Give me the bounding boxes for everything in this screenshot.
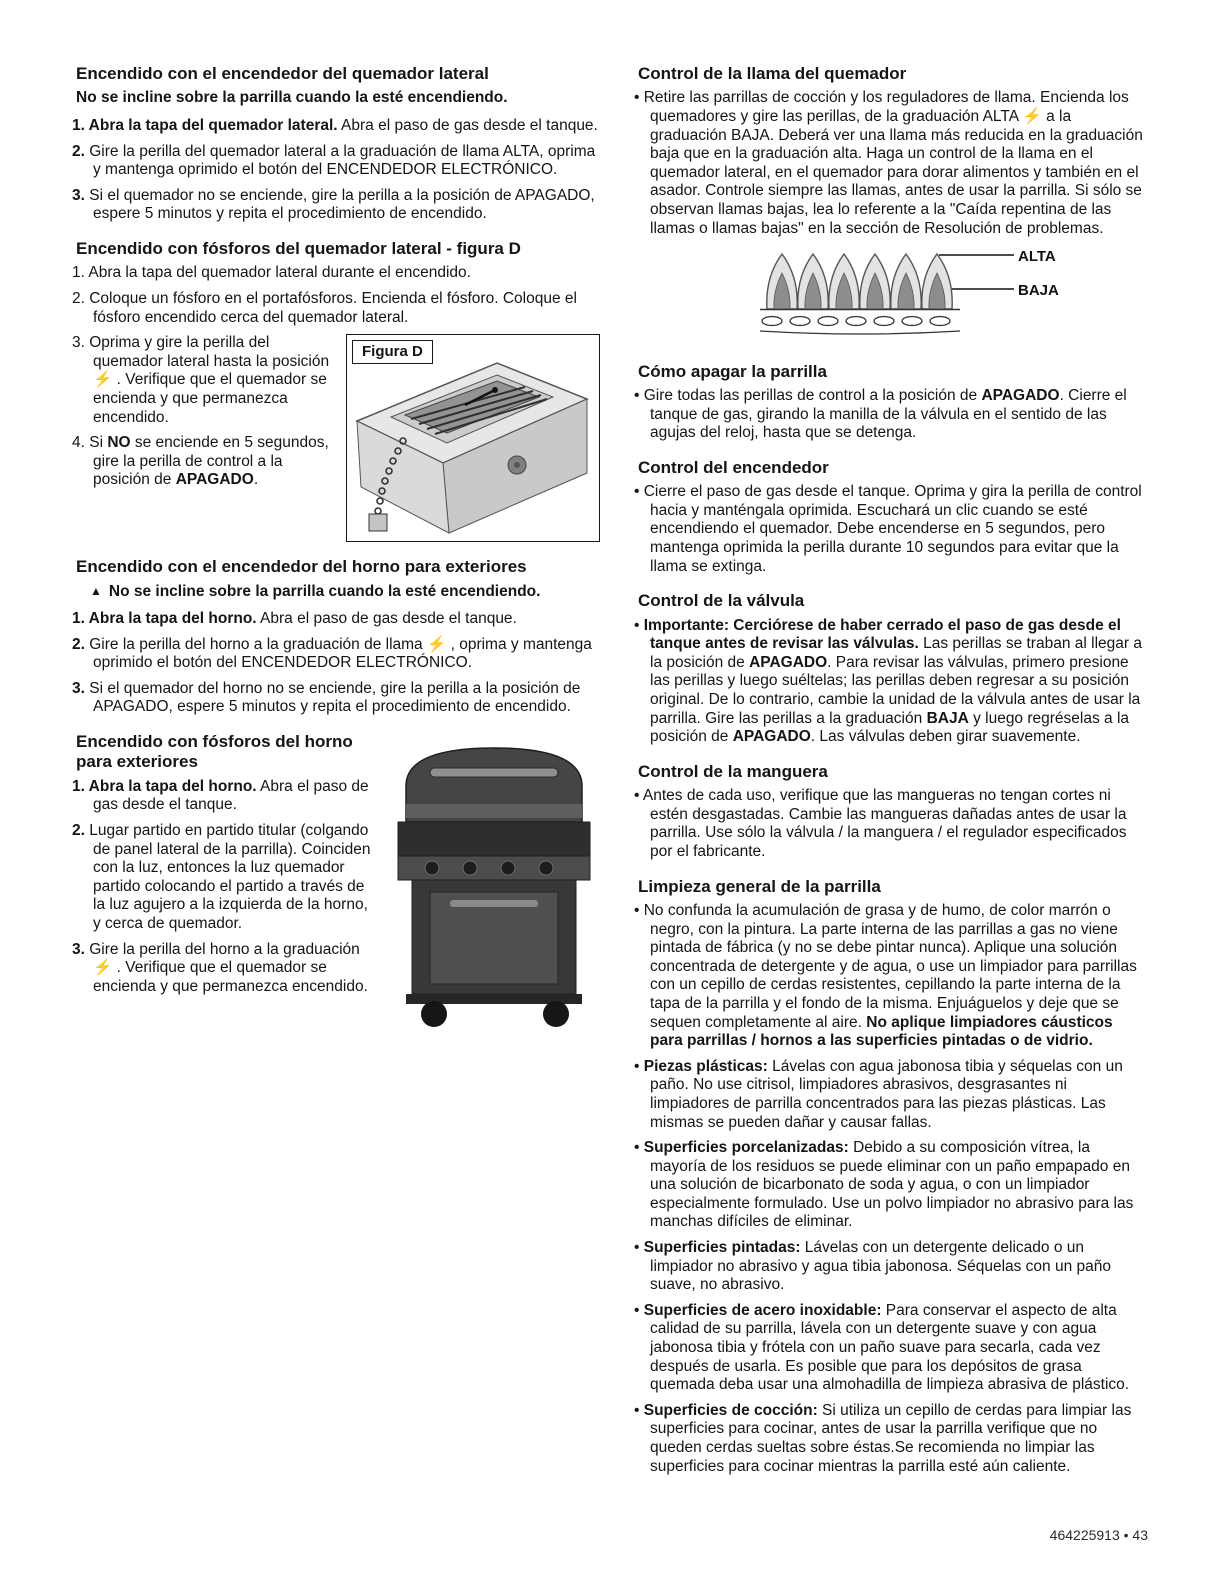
list-item: 1. Abra la tapa del horno. Abra el paso de gas desde el tanque. (72, 610, 517, 628)
section-heading: Encendido con el encendedor del horno para exteriores (76, 557, 527, 577)
figure-d (346, 334, 600, 542)
section-igniter-check (634, 458, 1148, 576)
bullet-paragraph: • Superficies de acero inoxidable: Para conservar el aspecto de alta calidad de su parrilla, lávela con un detergente suave y con agua jabonosa tibia y frótela con un paño suave para secarla, cada vez después de usarla. Es posible que para los depósitos de grasa quemada deba usar una almohadilla de limpieza abrasiva de plástico. (634, 1301, 1130, 1394)
section-side-burner-match-lighting (72, 239, 600, 542)
section-heading: Encendido con el encendedor del quemador lateral (76, 64, 489, 83)
left-column (72, 64, 600, 1491)
bullet-paragraph: • Piezas plásticas: Lávelas con agua jabonosa tibia y séquelas con un paño. No use citrisol, limpiadores abrasivos, desgrasantes ni limpiadores de parrilla concentrados para las piezas plásticas. Las mismas se pueden dañar y causar fallas. (634, 1057, 1123, 1131)
flame-levels-figure (752, 245, 1088, 347)
content-columns (72, 64, 1148, 1491)
list-item: 3. Oprima y gire la perilla del quemador lateral hasta la posición ⚡ . Verifique que el quemador se encienda y que permanezca encendido. (72, 334, 330, 426)
section-heading: Cómo apagar la parrilla (638, 361, 827, 381)
list-item: 1. Abra la tapa del horno. Abra el paso de gas desde el tanque. (72, 777, 369, 814)
figure-d-row (72, 334, 600, 542)
list-item: 3. Si el quemador del horno no se enciende, gire la perilla a la posición de APAGADO, espere 5 minutos y repita el procedimiento de encendido. (72, 679, 581, 716)
section-heading: Control de la llama del quemador (638, 64, 907, 83)
flame-low-label: BAJA (1018, 282, 1059, 300)
section-general-cleaning (634, 877, 1148, 1477)
bullet-paragraph: • Importante: Cerciórese de haber cerrado el paso de gas desde el tanque antes de revisar las válvulas. Las perillas se traban al llegar a la posición de APAGADO. Para revisar las válvulas, primero presione las perillas y luego suéltelas; las perillas deben regresar a su posición original. De lo contrario, cambie la unidad de la válvula antes de usar la parrilla. Gire las perillas a la graduación BAJA y luego regréselas a la posición de APAGADO. Las válvulas deben girar suavemente. (634, 616, 1142, 746)
list-item: 2. Gire la perilla del horno a la graduación de llama ⚡ , oprima y mantenga oprimido el botón del ENCENDEDOR ELECTRÓNICO. (72, 635, 592, 672)
warning-text: No se incline sobre la parrilla cuando la esté encendiendo. (76, 89, 508, 107)
section-heading: Encendido con fósforos del horno para exteriores (76, 732, 353, 772)
grill-figure (388, 732, 600, 1036)
list-item: 1. Abra la tapa del quemador lateral. Abra el paso de gas desde el tanque. (72, 116, 598, 134)
list-item: 4. Si NO se enciende en 5 segundos, gire la perilla de control a la posición de APAGADO. (72, 434, 329, 489)
bullet-paragraph: • Antes de cada uso, verifique que las mangueras no tengan cortes ni estén desgastadas. Cambie las mangueras dañadas antes de usar la parrilla. Use sólo la válvula / la manguera / el regulador especificados por el fabricante. (634, 787, 1127, 860)
warning-text: No se incline sobre la parrilla cuando la esté encendiendo. (108, 582, 541, 600)
page-number: 464225913 • 43 (1049, 1527, 1148, 1544)
bullet-paragraph: • Superficies pintadas: Lávelas con un detergente delicado o un limpiador no abrasivo y agua tibia jabonosa. Séquelas con un paño suave, no abrasivo. (634, 1239, 1112, 1294)
list-item: 2. Gire la perilla del quemador lateral a la graduación de llama ALTA, oprima y mantenga oprimido el botón del ENCENDEDOR ELECTRÓNICO. (72, 142, 596, 179)
section-heading: Control del encendedor (638, 457, 829, 477)
bullet-paragraph: • Cierre el paso de gas desde el tanque. Oprima y gira la perilla de control hacia y manténgala oprimida. Escuchará un clic cuando se esté encendiendo el quemador. Debe encenderse en 5 segundos, pero mantenga oprimida la perilla durante 10 segundos para evitar que la llama se extinga. (634, 483, 1142, 575)
section-valve-check (634, 591, 1148, 747)
section-heading: Control de la válvula (638, 591, 805, 611)
grill-illustration (388, 738, 600, 1030)
section-heading: Control de la manguera (638, 761, 828, 781)
bullet-paragraph: • Retire las parrillas de cocción y los reguladores de llama. Encienda los quemadores y gire las perillas, de la graduación ALTA ⚡ a la graduación BAJA. Deberá ver una llama más reducida en la graduación baja que en la graduación alta. Haga un control de la llama en el quemador lateral, en el quemador para dorar alimentos y también en el asador. Controle siempre las llamas, antes de usar la parrilla. Si sólo se observan llamas bajas, lea lo referente a la "Caída repentina de las llamas o llamas bajas" en la sección de Resolución de problemas. (634, 89, 1143, 237)
section-oven-electronic-ignition (72, 557, 600, 717)
right-column (634, 64, 1148, 1491)
figure-d-side-text (72, 334, 332, 542)
list-item: 3. Gire la perilla del horno a la graduación ⚡ . Verifique que el quemador se encienda y que permanezca encendido. (72, 940, 368, 995)
section-side-burner-electronic-ignition (72, 64, 600, 224)
bullet-paragraph: • Gire todas las perillas de control a la posición de APAGADO. Cierre el tanque de gas, girando la manilla de la válvula en el sentido de las agujas del reloj, hasta que se detenga. (634, 387, 1127, 442)
figure-d-label: Figura D (352, 340, 433, 364)
bullet-paragraph: • No confunda la acumulación de grasa y de humo, de color marrón o negro, con la pintura. La parte interna de las parrillas a gas no viene pintada de fábrica (y no se debe pintar nunca). Aplique una solución concentrada de detergente y de agua, o use un limpiador para parrillas con un cepillo de cerdas resistentes, cepillando la parte interna de la tapa de la parrilla y el fondo de la misma. Enjuáguelos y deje que se sequen completamente al aire. No aplique limpiadores cáusticos para parrillas / hornos a las superficies pintadas o de vidrio. (634, 901, 1137, 1050)
grill-side-text (72, 732, 372, 1036)
warning-triangle-icon: ▲ (90, 583, 102, 598)
section-heading: Limpieza general de la parrilla (638, 876, 881, 896)
grill-figure-row (72, 732, 600, 1036)
list-item: 1. Abra la tapa del quemador lateral durante el encendido. (72, 264, 471, 282)
section-turn-off-grill (634, 362, 1148, 443)
side-burner-illustration (347, 335, 596, 538)
bullet-paragraph: • Superficies de cocción: Si utiliza un cepillo de cerdas para limpiar las superficies para cocinar, antes de usar la parrilla verifique que no queden cerdas sueltas sobre éstas.Se recomienda no limpiar las superficies para cocinar mientras la parrilla esté aún caliente. (634, 1401, 1132, 1475)
list-item: 2. Coloque un fósforo en el portafósforos. Encienda el fósforo. Coloque el fósforo encendido cerca del quemador lateral. (72, 289, 577, 326)
flame-high-label: ALTA (1018, 248, 1056, 266)
bullet-paragraph: • Superficies porcelanizadas: Debido a su composición vítrea, la mayoría de los residuos se puede eliminar con un paño empapado en una solución de bicarbonato de soda y agua, o con un limpiador especialmente formulado. Use un polvo limpiador no abrasivo para las manchas difíciles de eliminar. (634, 1139, 1134, 1231)
section-oven-match-lighting (72, 732, 600, 1036)
section-flame-control (634, 64, 1148, 347)
flame-levels-diagram (752, 245, 1088, 341)
list-item: 2. Lugar partido en partido titular (colgando de panel lateral de la parrilla). Coinciden con la luz, entonces la luz quemador partido colocando el partido a través de la luz agujero a la izquierda de la horno, y cerca de quemador. (72, 822, 371, 933)
section-hose-check (634, 762, 1148, 862)
section-heading: Encendido con fósforos del quemador lateral - figura D (76, 238, 521, 258)
warning-line (76, 583, 600, 602)
list-item: 3. Si el quemador no se enciende, gire la perilla a la posición de APAGADO, espere 5 minutos y repita el procedimiento de encendido. (72, 186, 595, 223)
